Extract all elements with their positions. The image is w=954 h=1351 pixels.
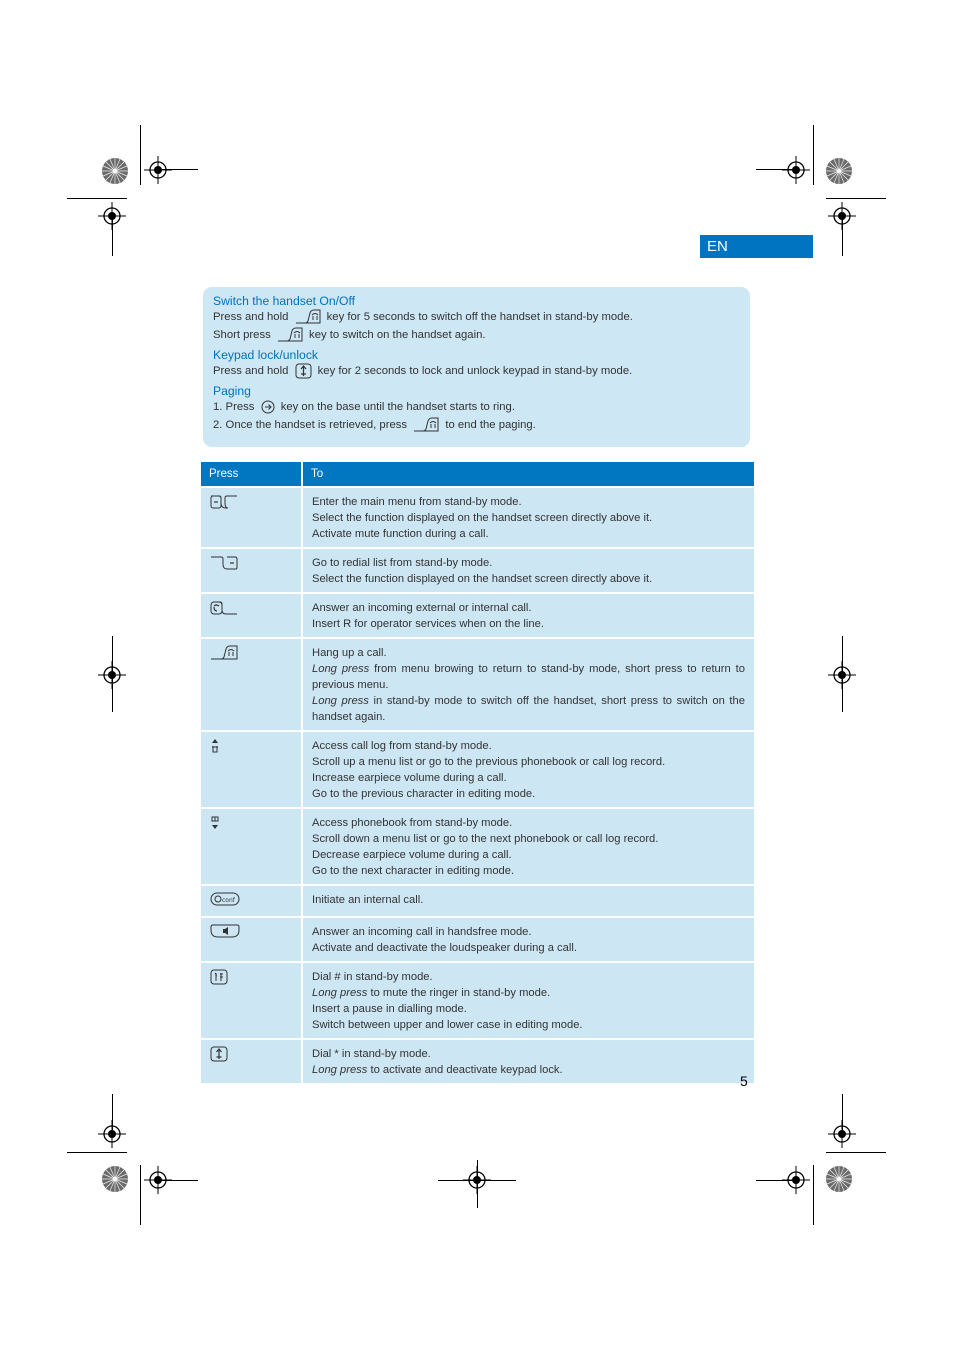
- description-text: Activate and deactivate the loudspeaker during a call.: [312, 942, 577, 954]
- description-line: [312, 863, 745, 879]
- description-line: [312, 600, 745, 616]
- key-cell: [201, 731, 302, 808]
- long-press-label: Long press: [312, 987, 368, 999]
- description-line: [312, 847, 745, 863]
- language-tab: EN: [700, 235, 813, 258]
- description-text: Dial # in stand-by mode.: [312, 971, 433, 983]
- switch-line-2-pre: Short press: [213, 329, 271, 341]
- crosshair-target-icon: [144, 156, 172, 184]
- description-cell: [302, 808, 754, 885]
- star-key-icon: [295, 363, 312, 379]
- paging-line-2: [213, 417, 740, 435]
- description-text: Insert a pause in dialling mode.: [312, 1003, 467, 1015]
- paging-line-2-post: to end the paging.: [445, 419, 536, 431]
- description-text: Insert R for operator services when on the line.: [312, 618, 544, 630]
- description-line: [312, 693, 745, 725]
- description-line: [312, 510, 745, 526]
- description-line: [312, 786, 745, 802]
- description-line: [312, 1017, 745, 1033]
- key-cell: [201, 962, 302, 1039]
- svg-text:conf: conf: [222, 897, 235, 904]
- description-text: to activate and deactivate keypad lock.: [367, 1064, 563, 1076]
- talk-key-icon: [210, 607, 238, 619]
- description-text: Select the function displayed on the handset screen directly above it.: [312, 512, 653, 524]
- key-cell: [201, 917, 302, 962]
- long-press-label: Long press: [312, 663, 370, 675]
- header-press: Press: [201, 462, 302, 487]
- hang-up-key-icon: [295, 309, 321, 325]
- page-number: 5: [740, 1073, 748, 1089]
- description-line: [312, 770, 745, 786]
- description-line: [312, 940, 745, 956]
- hash-key-icon: [210, 976, 228, 988]
- description-line: [312, 571, 745, 587]
- table-row: [201, 917, 754, 962]
- description-text: Decrease earpiece volume during a call.: [312, 849, 512, 861]
- long-press-label: Long press: [312, 695, 369, 707]
- key-cell: [201, 487, 302, 548]
- description-text: Activate mute function during a call.: [312, 528, 489, 540]
- description-line: [312, 969, 745, 985]
- star-key-icon: [210, 1053, 228, 1065]
- description-cell: [302, 638, 754, 731]
- key-cell: [201, 638, 302, 731]
- description-line: [312, 815, 745, 831]
- description-line: [312, 661, 745, 693]
- crosshair-target-icon: [98, 661, 126, 689]
- header-to: To: [302, 462, 754, 487]
- key-cell: [201, 1039, 302, 1083]
- description-line: [312, 831, 745, 847]
- switch-heading: Switch the handset On/Off: [213, 294, 356, 308]
- paging-line-1-pre: 1. Press: [213, 401, 255, 413]
- switch-line-2-post: key to switch on the handset again.: [309, 329, 486, 341]
- table-row: [201, 638, 754, 731]
- description-line: [312, 1046, 745, 1062]
- key-cell: [201, 885, 302, 917]
- nav-up-key-icon: [210, 745, 220, 757]
- switch-line-1: [213, 309, 740, 327]
- description-text: Go to the previous character in editing mode.: [312, 788, 536, 800]
- switch-line-1-post: key for 5 seconds to switch off the handset in stand-by mode.: [326, 311, 633, 323]
- info-box: [203, 287, 750, 447]
- description-line: [312, 645, 745, 661]
- table-row: [201, 885, 754, 917]
- table-header-row: [201, 462, 754, 487]
- paging-key-icon: [261, 400, 275, 414]
- hang-up-key-icon: [413, 417, 439, 433]
- intercom-key-icon: [210, 897, 240, 909]
- paging-line-1-post: key on the base until the handset starts to ring.: [280, 401, 515, 413]
- table-row: [201, 1039, 754, 1083]
- description-text: Answer an incoming external or internal call.: [312, 602, 532, 614]
- table-row: [201, 808, 754, 885]
- table-row: [201, 731, 754, 808]
- description-cell: [302, 487, 754, 548]
- description-text: in stand-by mode to switch off the handset, short press to switch on the handset again.: [312, 695, 745, 723]
- description-text: Go to the next character in editing mode.: [312, 865, 515, 877]
- description-text: Enter the main menu from stand-by mode.: [312, 496, 522, 508]
- description-text: Select the function displayed on the handset screen directly above it.: [312, 573, 653, 585]
- lock-heading: Keypad lock/unlock: [213, 348, 319, 362]
- crosshair-target-icon: [828, 661, 856, 689]
- description-line: [312, 526, 745, 542]
- crosshair-target-icon: [782, 1166, 810, 1194]
- description-text: Access call log from stand-by mode.: [312, 740, 492, 752]
- table-row: [201, 548, 754, 593]
- hang-up-key-icon: [277, 327, 303, 343]
- description-text: Initiate an internal call.: [312, 894, 424, 906]
- long-press-label: Long press: [312, 1064, 368, 1076]
- description-text: Increase earpiece volume during a call.: [312, 772, 507, 784]
- starburst-target-icon: [101, 1165, 129, 1193]
- crosshair-target-icon: [828, 1120, 856, 1148]
- description-text: Hang up a call.: [312, 647, 387, 659]
- lock-line-pre: Press and hold: [213, 365, 289, 377]
- description-cell: [302, 962, 754, 1039]
- left-softkey-icon: [210, 501, 238, 513]
- description-line: [312, 754, 745, 770]
- hang-up-key-icon: [210, 652, 238, 664]
- description-cell: [302, 1039, 754, 1083]
- description-line: [312, 738, 745, 754]
- paging-line-2-pre: 2. Once the handset is retrieved, press: [213, 419, 408, 431]
- description-text: Scroll down a menu list or go to the next phonebook or call log record.: [312, 833, 659, 845]
- crosshair-target-icon: [98, 1120, 126, 1148]
- key-cell: [201, 593, 302, 638]
- description-text: Switch between upper and lower case in editing mode.: [312, 1019, 583, 1031]
- speaker-key-icon: [210, 929, 240, 941]
- description-line: [312, 924, 745, 940]
- crosshair-target-icon: [463, 1166, 491, 1194]
- description-text: Dial * in stand-by mode.: [312, 1048, 431, 1060]
- description-text: Scroll up a menu list or go to the previous phonebook or call log record.: [312, 756, 666, 768]
- description-text: to mute the ringer in stand-by mode.: [367, 987, 551, 999]
- description-line: [312, 1062, 745, 1078]
- table-row: [201, 487, 754, 548]
- description-text: Go to redial list from stand-by mode.: [312, 557, 493, 569]
- crosshair-target-icon: [828, 202, 856, 230]
- description-line: [312, 555, 745, 571]
- description-line: [312, 616, 745, 632]
- starburst-target-icon: [825, 157, 853, 185]
- description-cell: [302, 548, 754, 593]
- crosshair-target-icon: [782, 156, 810, 184]
- crosshair-target-icon: [144, 1166, 172, 1194]
- description-cell: [302, 731, 754, 808]
- lock-line: [213, 363, 740, 381]
- table-body: [201, 487, 754, 1083]
- table-row: [201, 962, 754, 1039]
- description-text: Access phonebook from stand-by mode.: [312, 817, 513, 829]
- starburst-target-icon: [101, 157, 129, 185]
- switch-line-2: [213, 327, 740, 345]
- starburst-target-icon: [825, 1165, 853, 1193]
- key-cell: [201, 808, 302, 885]
- table-row: [201, 593, 754, 638]
- description-text: Answer an incoming call in handsfree mode.: [312, 926, 532, 938]
- description-cell: [302, 917, 754, 962]
- right-softkey-icon: [210, 562, 238, 574]
- key-function-table: [201, 462, 754, 1083]
- switch-line-1-pre: Press and hold: [213, 311, 289, 323]
- nav-down-key-icon: [210, 822, 220, 834]
- description-cell: [302, 885, 754, 917]
- description-line: [312, 892, 745, 908]
- description-line: [312, 985, 745, 1001]
- description-line: [312, 494, 745, 510]
- lock-line-post: key for 2 seconds to lock and unlock keypad in stand-by mode.: [317, 365, 633, 377]
- crosshair-target-icon: [98, 202, 126, 230]
- description-text: from menu browing to return to stand-by mode, short press to return to previous menu.: [312, 663, 746, 691]
- key-cell: [201, 548, 302, 593]
- paging-line-1: [213, 399, 740, 417]
- description-cell: [302, 593, 754, 638]
- paging-heading: Paging: [213, 384, 251, 398]
- description-line: [312, 1001, 745, 1017]
